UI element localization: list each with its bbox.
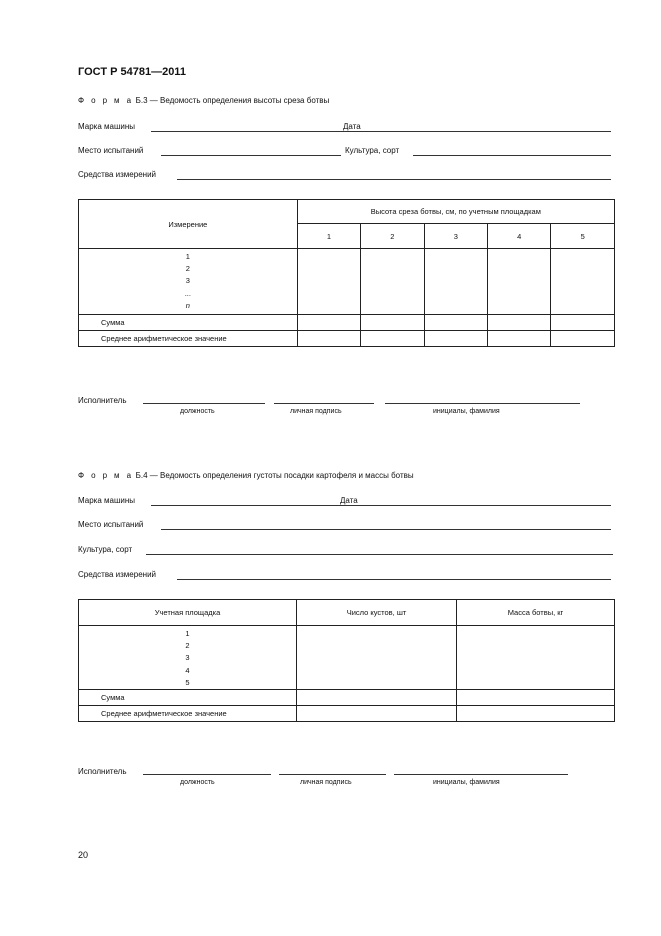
list-item: 4 [185, 665, 190, 675]
value-cell[interactable] [457, 626, 615, 690]
document-code: ГОСТ Р 54781—2011 [78, 66, 186, 78]
position-field[interactable] [143, 774, 271, 775]
name-caption: инициалы, фамилия [433, 408, 500, 415]
value-cell[interactable] [457, 690, 615, 706]
crop-label: Культура, сорт [345, 146, 400, 155]
mean-row-label: Среднее арифметическое значение [79, 706, 297, 722]
sum-row-label: Сумма [79, 315, 298, 331]
signature-caption: личная подпись [290, 408, 342, 415]
crop-field[interactable] [146, 554, 613, 555]
plot-number-list [79, 626, 297, 690]
value-cell[interactable] [551, 249, 615, 315]
value-cell[interactable] [424, 331, 487, 347]
value-cell[interactable] [361, 315, 424, 331]
list-item: 1 [185, 629, 190, 638]
plot-number-header: 3 [424, 224, 487, 249]
form-b3-word: Ф о р м а [78, 96, 134, 105]
form-b4-table [78, 599, 615, 722]
col-plot-header: Учетная площадка [79, 600, 297, 626]
form-b3-heading: Б.3 — Ведомость определения высоты среза ботвы [135, 96, 330, 105]
executor-label: Исполнитель [78, 396, 127, 405]
form-b3-title [78, 96, 329, 105]
machine-label: Марка машины [78, 122, 136, 131]
tools-field[interactable] [177, 179, 611, 180]
crop-field[interactable] [413, 155, 611, 156]
name-field[interactable] [385, 403, 580, 404]
value-cell[interactable] [488, 315, 551, 331]
list-item: 1 [185, 252, 190, 261]
value-cell[interactable] [361, 331, 424, 347]
form-b3-place-crop-row [78, 146, 611, 158]
name-caption: инициалы, фамилия [433, 779, 500, 786]
machine-label: Марка машины [78, 496, 136, 505]
tools-field[interactable] [177, 579, 611, 580]
tools-label: Средства измерений [78, 570, 157, 579]
value-cell[interactable] [361, 249, 424, 315]
plot-number-header: 4 [488, 224, 551, 249]
value-cell[interactable] [551, 331, 615, 347]
place-label: Место испытаний [78, 146, 144, 155]
list-item: ... [184, 288, 191, 298]
value-cell[interactable] [297, 331, 360, 347]
signature-field[interactable] [279, 774, 386, 775]
position-field[interactable] [143, 403, 265, 404]
value-cell[interactable] [457, 706, 615, 722]
value-cell[interactable] [551, 315, 615, 331]
date-label: Дата [343, 122, 361, 131]
page-number: 20 [78, 850, 89, 860]
value-cell[interactable] [424, 249, 487, 315]
signature-field[interactable] [274, 403, 374, 404]
form-b3-machine-date-row [78, 122, 611, 134]
col-mass-header: Масса ботвы, кг [457, 600, 615, 626]
form-b3-tools-row [78, 170, 611, 182]
form-b4-machine-date-row [78, 496, 611, 508]
list-item: 3 [185, 653, 190, 663]
list-item: 2 [185, 264, 190, 274]
value-cell[interactable] [488, 331, 551, 347]
value-cell[interactable] [297, 249, 360, 315]
list-item: 2 [185, 641, 190, 651]
value-cell[interactable] [424, 315, 487, 331]
mean-row-label: Среднее арифметическое значение [79, 331, 298, 347]
name-field[interactable] [394, 774, 568, 775]
list-item: n [185, 300, 190, 310]
date-label: Дата [340, 496, 358, 505]
executor-label: Исполнитель [78, 767, 127, 776]
value-cell[interactable] [488, 249, 551, 315]
place-field[interactable] [161, 529, 611, 530]
position-caption: должность [180, 779, 215, 786]
form-b4-title [78, 471, 414, 480]
plot-number-header: 5 [551, 224, 615, 249]
place-field[interactable] [161, 155, 341, 156]
form-b4-word: Ф о р м а [78, 471, 134, 480]
list-item: 3 [185, 276, 190, 286]
col-height-group-header: Высота среза ботвы, см, по учетным площадкам [297, 200, 614, 224]
col-bushes-header: Число кустов, шт [297, 600, 457, 626]
tools-label: Средства измерений [78, 170, 157, 179]
value-cell[interactable] [297, 315, 360, 331]
col-measure-header: Измерение [79, 200, 298, 249]
form-b4-crop-row [78, 545, 613, 557]
plot-number-header: 1 [297, 224, 360, 249]
sum-row-label: Сумма [79, 690, 297, 706]
list-item: 5 [185, 677, 190, 687]
position-caption: должность [180, 408, 215, 415]
value-cell[interactable] [297, 690, 457, 706]
form-b4-place-row [78, 520, 613, 532]
plot-number-header: 2 [361, 224, 424, 249]
form-b4-heading: Б.4 — Ведомость определения густоты посадки картофеля и массы ботвы [135, 471, 414, 480]
form-b3-table [78, 199, 615, 347]
form-b4-tools-row [78, 570, 611, 582]
crop-label: Культура, сорт [78, 545, 133, 554]
value-cell[interactable] [297, 626, 457, 690]
signature-caption: личная подпись [300, 779, 352, 786]
place-label: Место испытаний [78, 520, 144, 529]
value-cell[interactable] [297, 706, 457, 722]
date-field[interactable] [368, 131, 611, 132]
date-field[interactable] [364, 505, 611, 506]
measurement-number-list [79, 249, 298, 315]
